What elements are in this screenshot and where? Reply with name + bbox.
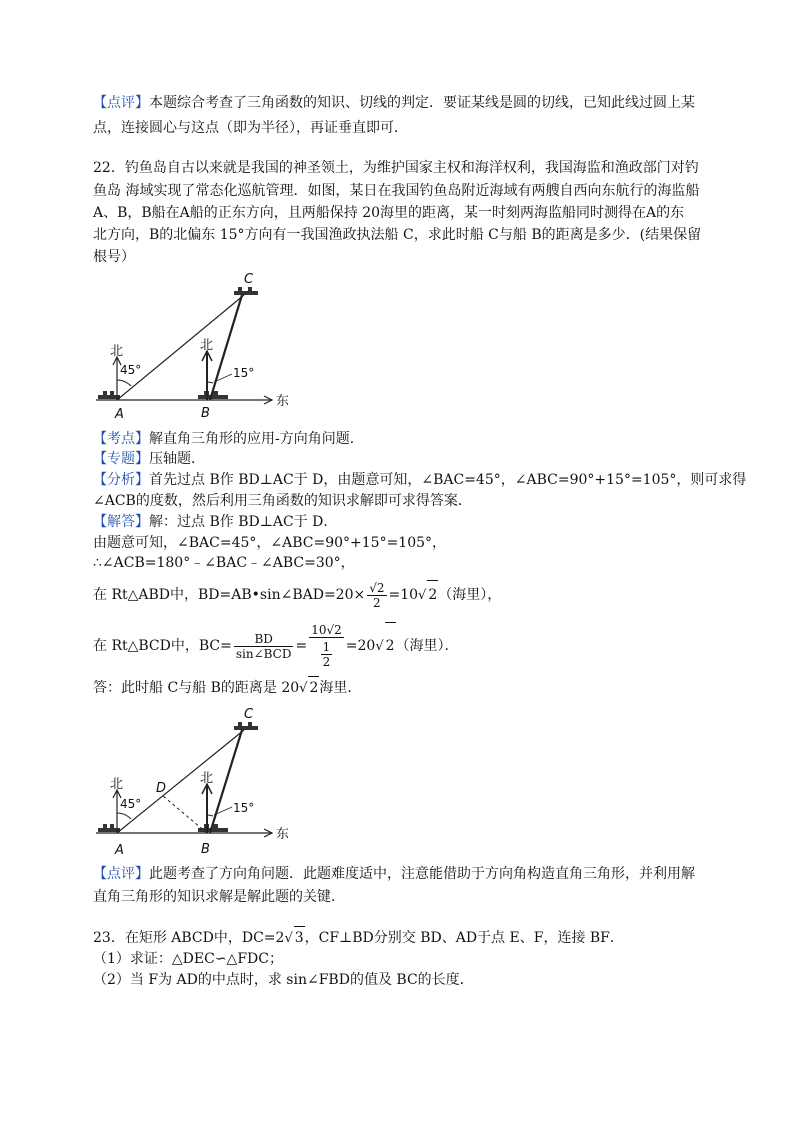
q23-sub-1: （1）求证：△DEC∽△FDC； [93,951,283,967]
ship-c-icon [234,726,258,730]
step-3: 在 Rt△ABD中，BD=AB•sin∠BAD=20× $\frac{√2}{2}$ =10√ 2（海里）， [93,580,502,610]
angle-label-b: 15° [233,366,255,380]
q22-line-2: 鱼岛 海域实现了常态化巡航管理．如图，某日在我国钓鱼岛附近海域有两艘自西向东航行的海监船 [93,183,700,199]
step-1: 由题意可知，∠BAC=45°，∠ABC=90°+15°=105°， [93,535,447,551]
ship-b-icon [198,395,228,399]
label-a: A [115,407,124,422]
label-a: A [115,843,124,858]
fraction-complex: $\frac{10√2}{\frac{1}{2}}$ [311,623,342,669]
label-b: B [201,842,210,857]
label-c: C [244,272,254,287]
north-label-b: 北 [200,338,214,353]
label-b: B [201,406,210,421]
jieda-line: 【解答】解：过点 B作 BD⊥AC于 D． [93,514,338,530]
q23-sub-2: （2）当 F为 AD的中点时，求 sin∠FBD的值及 BC的长度． [93,972,474,988]
comment-line-2: 点，连接圆心与这点（即为半径），再证垂直即可． [93,120,408,136]
east-label: 东 [276,827,290,842]
q22-line-4: 北方向，B的北偏东 15°方向有一我国渔政执法船 C，求此时船 C与船 B的距离是多少．(结果保留 [93,227,702,243]
angle-label-a: 45° [120,797,142,811]
q23-line-1: 23．在矩形 ABCD中，DC=2√ 3，CF⊥BD分别交 BD、AD于点 E、F，连接 BF． [93,926,624,950]
answer-line: 答：此时船 C与船 B的距离是 20√ 2海里． [93,676,361,700]
step-2: ∴∠ACB=180°﹣∠BAC﹣∠ABC=30°， [93,555,355,571]
east-label: 东 [276,394,290,409]
north-label-a: 北 [110,777,124,792]
north-label-b: 北 [200,771,214,786]
comment-tag: 【点评】 [93,95,149,111]
angle-arc-a [117,380,131,386]
figure-2-diagram [90,702,300,862]
line-bd-dashed [163,796,207,833]
label-d: D [156,781,167,796]
label-c: C [244,707,254,722]
fraction-sqrt2-over-2: $\frac{√2}{2}$ [369,580,385,610]
dianping2-line-2: 直角三角形的知识求解是解此题的关键． [93,889,345,905]
q22-line-3: A、B，B船在A船的正东方向，且两船保持 20海里的距离，某一时刻两海监船同时测得在A的东 [93,205,685,221]
figure-1-diagram [90,265,300,425]
comment-line-1: 【点评】本题综合考查了三角函数的知识、切线的判定．要证某线是圆的切线，已知此线过圆上某 [93,95,695,111]
q22-line-1: 22．钓鱼岛自古以来就是我国的神圣领土，为维护国家主权和海洋权利，我国海监和渔政部门对钓 [93,160,699,176]
north-label-a: 北 [110,344,124,359]
ship-c-icon [234,291,258,295]
line-bc [210,730,242,833]
fenxi-line-2: ∠ACB的度数，然后利用三角函数的知识求解即可求得答案． [93,493,472,509]
angle-label-a: 45° [120,363,142,377]
line-bc [210,295,242,400]
kaodian-line: 【考点】解直角三角形的应用-方向角问题． [93,431,364,447]
dianping2-line-1: 【点评】此题考查了方向角问题．此题难度适中，注意能借助于方向角构造直角三角形，并利用解 [93,866,695,882]
q22-line-5: 根号） [93,249,135,265]
fraction-bd-over-sin: $\frac{BD}{\text{sin∠BCD}}$ [235,631,292,661]
angle-arc-a [117,813,131,819]
angle-label-b: 15° [233,801,255,815]
zhuanti-line: 【专题】压轴题． [93,451,205,467]
fenxi-line-1: 【分析】首先过点 B作 BD⊥AC于 D，由题意可知，∠BAC=45°，∠ABC=90°+15°=105°，则可求得 [93,472,747,488]
step-4: 在 Rt△BCD中，BC= $\frac{BD}{\text{sin∠BCD}}$ = $\frac{10√2}{\frac{1}{2}}$ =20√ 2（海里）． [93,623,459,669]
